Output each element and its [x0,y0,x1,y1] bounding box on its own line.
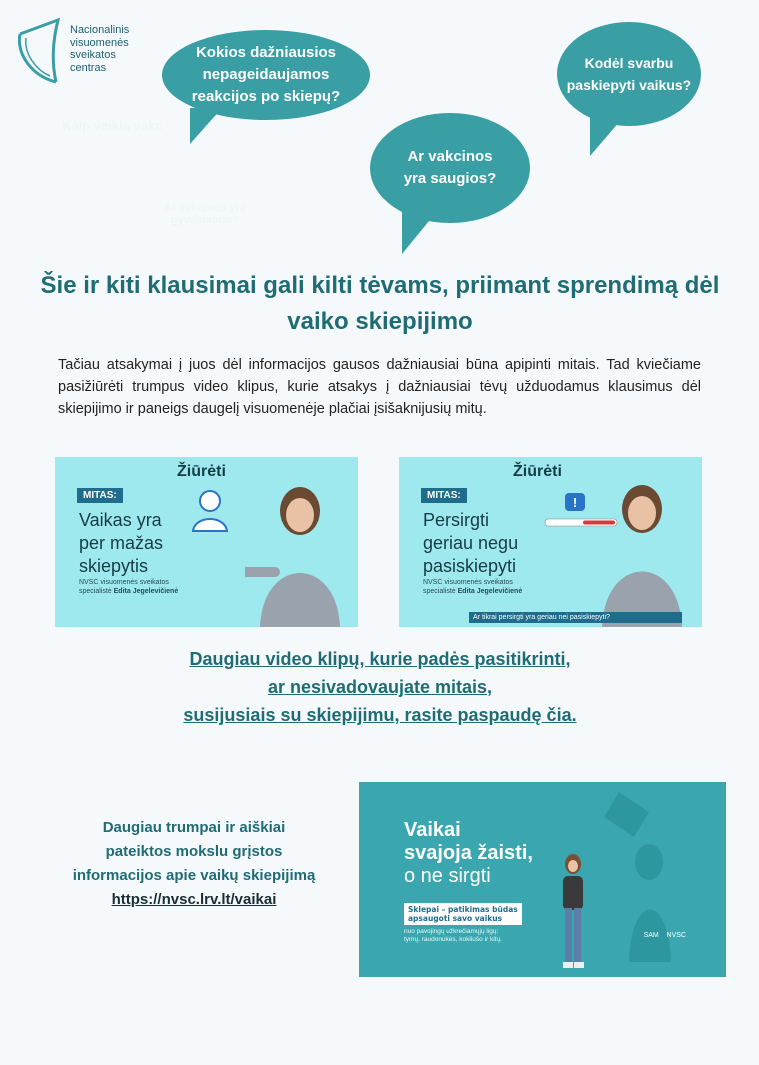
link-line[interactable]: Daugiau video klipų, kurie padės pasitikrinti, [189,649,571,669]
sam-logo: SAM [643,932,659,939]
girl-figure [555,852,591,972]
myth-line: Persirgti [423,510,490,530]
myth-tag: MITAS: [421,488,467,503]
info-line: pateiktos mokslu grįstos [105,843,283,860]
poster-tag-line: Skiepai – patikimas būdas [408,905,518,914]
myth-line: geriau negu [423,533,519,553]
specialist-credit [79,578,178,596]
question-bubble-reactions: Kokios dažniausios nepageidaujamos reakcijos po skiepų? [162,30,370,120]
nvsc-logo-mark [12,14,68,86]
logo-text [70,24,129,74]
nvsc-logo: NVSC [666,932,686,939]
question-bubble-safety: Ar vakcinos yra saugios? [370,113,530,223]
info-block [40,816,348,912]
more-videos-link[interactable] [60,645,700,729]
campaign-poster-image [359,782,726,977]
poster-tagline [404,903,522,925]
poster-title-line: o ne sirgti [404,865,491,887]
question-bubble-importance: Kodėl svarbu paskiepyti vaikus? [557,22,701,126]
spec-line: NVSC visuomenės sveikatos [79,579,169,586]
watch-label: Žiūrėti [513,463,562,480]
video-caption-banner: Ar tikrai persirgti yra geriau nei pasiskiepyti? [469,612,682,623]
video-thumbnail-1[interactable] [55,457,358,627]
poster-sub-line: tymų, raudonukės, kokliušo ir kitų. [404,936,502,943]
logo-line: Nacionalinis [70,24,130,36]
specialist-name: Edita Jegelevičienė [457,588,523,595]
poster-title [404,819,533,888]
myth-title [423,509,518,578]
myth-line: skiepytis [79,556,149,576]
watch-label: Žiūrėti [177,463,226,480]
video-thumbnail-2[interactable] [399,457,702,627]
link-line[interactable]: ar nesivadovaujate mitais, [267,677,493,697]
myth-line: pasiskiepyti [423,556,517,576]
presenter-image [245,475,355,627]
info-url-link[interactable]: https://nvsc.lrv.lt/vaikai [111,891,277,908]
myth-line: per mažas [79,533,164,553]
presenter-image [587,471,697,627]
ghost-question: Kaip veikia vakc [62,118,163,133]
spec-line: NVSC visuomenės sveikatos [423,579,513,586]
info-line: Daugiau trumpai ir aiškiai [102,819,286,836]
page-headline: Šie ir kiti klausimai gali kilti tėvams, priimant sprendimą dėl vaiko skiepijimo [40,272,720,335]
specialist-credit [423,578,522,596]
myth-tag: MITAS: [77,488,123,503]
poster-logos [644,932,686,939]
poster-subtext [404,928,502,944]
link-line[interactable]: susijusiais su skiepijimu, rasite paspaudę čia. [183,705,577,725]
logo-line: visuomenės [70,36,129,49]
poster-title-line: Vaikai [404,819,461,841]
myth-line: Vaikas yra [79,510,162,530]
poster-tag-line: apsaugoti savo vaikus [408,914,503,923]
logo-line: centras [70,61,107,74]
myth-title [79,509,163,578]
specialist-name: Edita Jegelevičienė [113,588,179,595]
intro-paragraph: Tačiau atsakymai į juos dėl informacijos gausos dažniausiai būna apipinti mitais. Tad kviečiame pasižiūrėti trumpus video klipus, kurie atsakys į dažniausiai tėvų užduodamus klausimus dėl skiepijimo ir paneigs daugelį visuomenėje plačiai įsišaknijusių mitų. [58,357,701,417]
poster-title-line: svajoja žaisti, [404,842,533,864]
logo-line: sveikatos [70,49,116,61]
spec-line: specialistė [79,588,112,595]
ghost-question: Ar vakcinos yra gyvsidabrio? [164,202,246,226]
child-icon [185,485,235,535]
info-line: informacijos apie vaikų skiepijimą [72,867,316,884]
svg-text:!: ! [572,495,578,510]
poster-sub-line: nuo pavojingų užkrečiamųjų ligų: [404,928,499,935]
spec-line: specialistė [423,588,456,595]
